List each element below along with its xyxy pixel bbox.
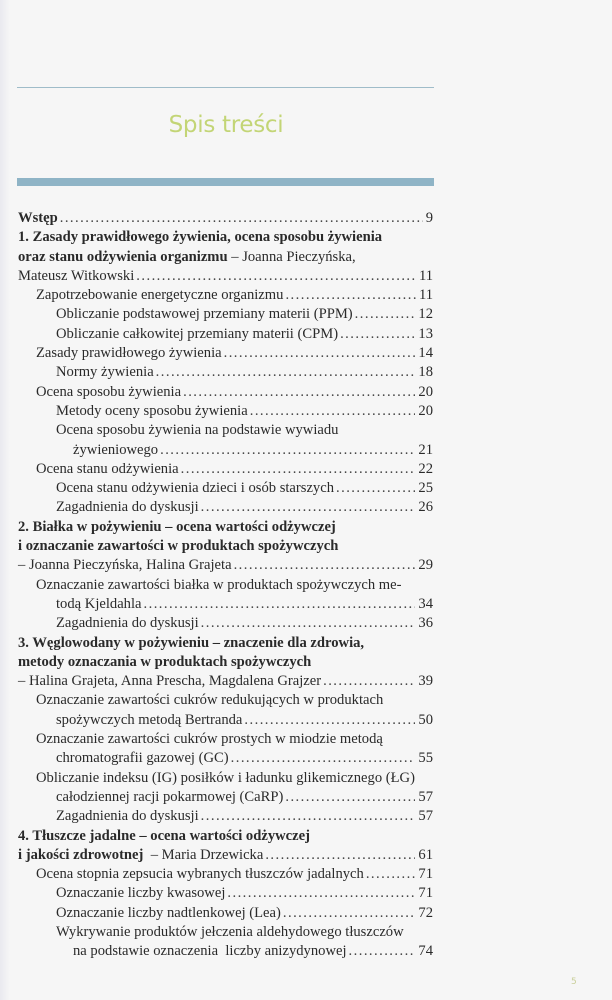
- dot-leader: [183, 383, 415, 402]
- toc-page-number: 9: [425, 210, 433, 226]
- toc-page-number: 18: [418, 364, 433, 381]
- toc-page-number: 71: [418, 885, 433, 902]
- toc-entry-text: Oznaczanie zawartości cukrów prostych w miodzie metodą: [36, 731, 383, 748]
- dot-leader: [244, 711, 415, 730]
- toc-entry[interactable]: [18, 923, 433, 962]
- toc-line: [18, 865, 433, 884]
- toc-entry-text: Metody oceny sposobu żywienia: [56, 402, 248, 419]
- toc-entry-text: Ocena stopnia zepsucia wybranych tłuszczów jadalnych: [36, 866, 364, 883]
- toc-entry[interactable]: [18, 884, 433, 903]
- toc-entry-text: Zapotrzebowanie energetyczne organizmu: [36, 287, 284, 304]
- dot-leader: [366, 865, 416, 884]
- dot-leader: [265, 846, 415, 865]
- toc-line: [18, 267, 433, 286]
- toc-line: [18, 904, 433, 923]
- toc-chapter[interactable]: [18, 209, 433, 228]
- toc-line: [18, 576, 433, 595]
- dot-leader: [227, 884, 415, 903]
- dot-leader: [60, 209, 423, 228]
- toc-chapter[interactable]: [18, 228, 433, 286]
- dot-leader: [250, 402, 416, 421]
- top-rule: [17, 87, 434, 88]
- toc-line: [18, 788, 433, 807]
- toc-entry-text: Mateusz Witkowski: [18, 267, 135, 284]
- toc-line-text: [18, 827, 310, 846]
- toc-chapter[interactable]: [18, 827, 433, 866]
- toc-entry-text: Zagadnienia do dyskusji: [56, 615, 199, 632]
- toc-page-number: 72: [418, 904, 433, 921]
- toc-line: [18, 691, 433, 710]
- toc-line-text: [18, 518, 336, 537]
- toc-line: [18, 421, 433, 440]
- dot-leader: [160, 441, 415, 460]
- toc-page-number: 29: [418, 557, 433, 574]
- toc-entry-text: todą Kjeldahla: [56, 595, 142, 612]
- dot-leader: [234, 556, 416, 575]
- toc-entry-text: – Halina Grajeta, Anna Prescha, Magdalena Grajzer: [18, 673, 322, 690]
- toc-line-text: [18, 228, 382, 247]
- toc-page-number: 34: [418, 595, 433, 612]
- toc-entry[interactable]: [18, 421, 433, 460]
- toc-line: [18, 653, 433, 672]
- toc-entry-text: Oznaczanie liczby nadtlenkowej (Lea): [56, 904, 281, 921]
- dot-leader: [156, 363, 416, 382]
- toc-page-number: 26: [418, 499, 433, 516]
- toc-page-number: 21: [418, 441, 433, 458]
- toc-page-number: 13: [418, 325, 433, 342]
- toc-line-text: [36, 865, 364, 884]
- toc-line-text: [36, 730, 383, 749]
- dot-leader: [201, 614, 416, 633]
- toc-entry[interactable]: [18, 402, 433, 421]
- toc-line: [18, 344, 433, 363]
- toc-line: [18, 402, 433, 421]
- toc-entry-text: Oznaczanie zawartości białka w produktach spożywczych me-: [36, 576, 402, 593]
- toc-page-number: 57: [418, 808, 433, 825]
- dot-leader: [201, 498, 416, 517]
- toc-line: [18, 498, 433, 517]
- toc-heading-text: metody oznaczania w produktach spożywczych: [18, 653, 312, 670]
- toc-entry-text: Ocena sposobu żywienia na podstawie wywiadu: [56, 422, 339, 439]
- toc-entry-text: na podstawie oznaczenia liczby anizydynowej: [73, 943, 347, 960]
- toc-line: [18, 556, 433, 575]
- toc-line-text: [56, 788, 283, 807]
- toc-page-number: 39: [418, 673, 433, 690]
- toc-line: [18, 363, 433, 382]
- toc-entry-text: Obliczanie całkowitej przemiany materii (CPM): [56, 325, 339, 342]
- toc-line-text: [56, 305, 353, 324]
- dot-leader: [181, 460, 416, 479]
- toc-line-text: [18, 634, 364, 653]
- toc-entry[interactable]: [18, 730, 433, 769]
- dot-leader: [340, 325, 415, 344]
- toc-line-text: [18, 556, 232, 575]
- toc-entry-text: Zagadnienia do dyskusji: [56, 808, 199, 825]
- toc-line-text: [73, 942, 347, 961]
- dot-leader: [201, 807, 416, 826]
- toc-line-text: [56, 904, 281, 923]
- toc-heading-text: 2. Białka w pożywieniu – ocena wartości odżywczej: [18, 518, 336, 535]
- toc-line: [18, 672, 433, 691]
- toc-line: [18, 460, 433, 479]
- toc-page-number: 22: [418, 460, 433, 477]
- dot-leader: [336, 479, 415, 498]
- toc-author-text: – Maria Drzewicka: [143, 846, 264, 863]
- toc-line-text: [18, 209, 58, 228]
- toc-page-number: 61: [418, 846, 433, 863]
- toc-entry[interactable]: [18, 807, 433, 826]
- toc-page-number: 50: [418, 711, 433, 728]
- dot-leader: [224, 344, 416, 363]
- toc-entry-text: żywieniowego: [73, 441, 159, 458]
- toc-heading-text: Wstęp: [18, 210, 58, 226]
- toc-entry-text: Obliczanie podstawowej przemiany materii (PPM): [56, 306, 353, 323]
- toc-line: [18, 846, 433, 865]
- toc-line-text: [18, 248, 356, 267]
- toc-line-text: [18, 537, 338, 556]
- toc-line-text: [18, 267, 134, 286]
- toc-line-text: [56, 402, 248, 421]
- page-number: 5: [571, 977, 577, 987]
- toc-page-number: 20: [418, 383, 433, 400]
- dot-leader: [323, 672, 415, 691]
- toc-entry[interactable]: [18, 498, 433, 517]
- toc-entry[interactable]: [18, 344, 433, 363]
- toc-page-number: 36: [418, 615, 433, 632]
- toc-line: [18, 827, 433, 846]
- toc-chapter[interactable]: [18, 634, 433, 692]
- toc-entry[interactable]: [18, 576, 433, 615]
- toc-line: [18, 942, 433, 961]
- toc-page-number: 71: [418, 866, 433, 883]
- toc-page-number: 74: [418, 943, 433, 960]
- toc-author-text: – Joanna Pieczyńska,: [227, 248, 356, 265]
- dot-leader: [349, 942, 416, 961]
- toc-line: [18, 614, 433, 633]
- toc-line: [18, 248, 433, 267]
- toc-page-number: 12: [418, 306, 433, 323]
- toc-entry-text: Ocena sposobu żywienia: [36, 383, 182, 400]
- toc-line: [18, 441, 433, 460]
- toc-line: [18, 479, 433, 498]
- toc-entry-text: Wykrywanie produktów jełczenia aldehydowego tłuszczów: [56, 923, 404, 940]
- toc-entry-text: Zagadnienia do dyskusji: [56, 499, 199, 516]
- toc-line-text: [56, 498, 199, 517]
- toc-line-text: [18, 846, 263, 865]
- toc-line: [18, 730, 433, 749]
- toc-line: [18, 884, 433, 903]
- toc-line-text: [36, 460, 179, 479]
- toc-entry[interactable]: [18, 305, 433, 324]
- toc-entry[interactable]: [18, 865, 433, 884]
- toc-line: [18, 749, 433, 768]
- toc-entry[interactable]: [18, 479, 433, 498]
- toc-line: [18, 325, 433, 344]
- toc-page-number: 11: [418, 267, 433, 284]
- toc-page-number: 14: [418, 345, 433, 362]
- toc-entry-text: Oznaczanie liczby kwasowej: [56, 885, 226, 902]
- toc-page-number: 57: [418, 788, 433, 805]
- toc-line-text: [56, 325, 338, 344]
- toc-line-text: [36, 691, 383, 710]
- toc-line: [18, 711, 433, 730]
- toc-line: [18, 923, 433, 942]
- toc-entry-text: Obliczanie indeksu (IG) posiłków i ładunku glikemicznego (ŁG): [36, 769, 415, 786]
- toc-line: [18, 634, 433, 653]
- dot-leader: [231, 749, 416, 768]
- toc-line-text: [56, 363, 154, 382]
- dot-leader: [144, 595, 416, 614]
- page-gutter-shadow: [0, 0, 10, 1000]
- toc-entry-text: Ocena stanu odżywienia: [36, 460, 179, 477]
- toc-entry-text: spożywczych metodą Bertranda: [56, 711, 243, 728]
- toc-line: [18, 518, 433, 537]
- toc-line-text: [36, 344, 222, 363]
- toc-entry-text: chromatografii gazowej (GC): [56, 750, 229, 767]
- page-title: Spis treści: [168, 112, 284, 138]
- toc-line-text: [56, 749, 229, 768]
- toc-page-number: 55: [418, 750, 433, 767]
- toc-heading-text: 4. Tłuszcze jadalne – ocena wartości odżywczej: [18, 827, 310, 844]
- toc-line-text: [36, 286, 283, 305]
- toc-line: [18, 305, 433, 324]
- table-of-contents: [18, 209, 433, 962]
- toc-line-text: [73, 441, 158, 460]
- toc-line: [18, 769, 433, 788]
- toc-entry[interactable]: [18, 325, 433, 344]
- toc-line-text: [56, 479, 334, 498]
- toc-entry-text: Oznaczanie zawartości cukrów redukujących w produktach: [36, 692, 384, 709]
- toc-line-text: [56, 595, 142, 614]
- toc-entry[interactable]: [18, 904, 433, 923]
- toc-line-text: [56, 711, 242, 730]
- dot-leader: [136, 267, 416, 286]
- toc-line-text: [56, 884, 225, 903]
- toc-line-text: [18, 653, 311, 672]
- toc-entry-text: Ocena stanu odżywienia dzieci i osób starszych: [56, 480, 334, 497]
- toc-entry-text: całodziennej racji pokarmowej (CaRP): [56, 788, 284, 805]
- toc-entry[interactable]: [18, 614, 433, 633]
- dot-leader: [283, 904, 416, 923]
- toc-line: [18, 595, 433, 614]
- toc-line: [18, 286, 433, 305]
- toc-line-text: [56, 923, 404, 942]
- toc-chapter[interactable]: [18, 518, 433, 576]
- toc-entry[interactable]: [18, 383, 433, 402]
- toc-page-number: 20: [418, 402, 433, 419]
- toc-line: [18, 383, 433, 402]
- toc-entry[interactable]: [18, 286, 433, 305]
- dot-leader: [355, 305, 416, 324]
- toc-entry[interactable]: [18, 769, 433, 808]
- toc-heading-text: 1. Zasady prawidłowego żywienia, ocena sposobu żywienia: [18, 229, 383, 246]
- toc-entry-text: Normy żywienia: [56, 364, 154, 381]
- toc-entry-text: – Joanna Pieczyńska, Halina Grajeta: [18, 557, 232, 574]
- toc-page-number: 11: [418, 287, 433, 304]
- toc-line-text: [18, 672, 321, 691]
- toc-entry-text: Zasady prawidłowego żywienia: [36, 345, 222, 362]
- dot-leader: [285, 788, 415, 807]
- dot-leader: [285, 286, 415, 305]
- toc-entry[interactable]: [18, 363, 433, 382]
- toc-line-text: [36, 769, 415, 788]
- toc-page-number: 25: [418, 480, 433, 497]
- toc-heading-text: 3. Węglowodany w pożywieniu – znaczenie dla zdrowia,: [18, 634, 365, 651]
- toc-line: [18, 209, 433, 228]
- toc-entry[interactable]: [18, 691, 433, 730]
- toc-entry[interactable]: [18, 460, 433, 479]
- toc-line-text: [56, 614, 199, 633]
- toc-heading-text: oraz stanu odżywienia organizmu: [18, 248, 228, 265]
- toc-line: [18, 537, 433, 556]
- toc-line: [18, 228, 433, 247]
- toc-line-text: [36, 576, 402, 595]
- toc-line: [18, 807, 433, 826]
- toc-line-text: [36, 383, 181, 402]
- toc-line-text: [56, 421, 338, 440]
- title-band: [17, 178, 434, 186]
- toc-heading-text: i jakości zdrowotnej: [18, 846, 144, 863]
- toc-heading-text: i oznaczanie zawartości w produktach spożywczych: [18, 538, 339, 555]
- toc-line-text: [56, 807, 199, 826]
